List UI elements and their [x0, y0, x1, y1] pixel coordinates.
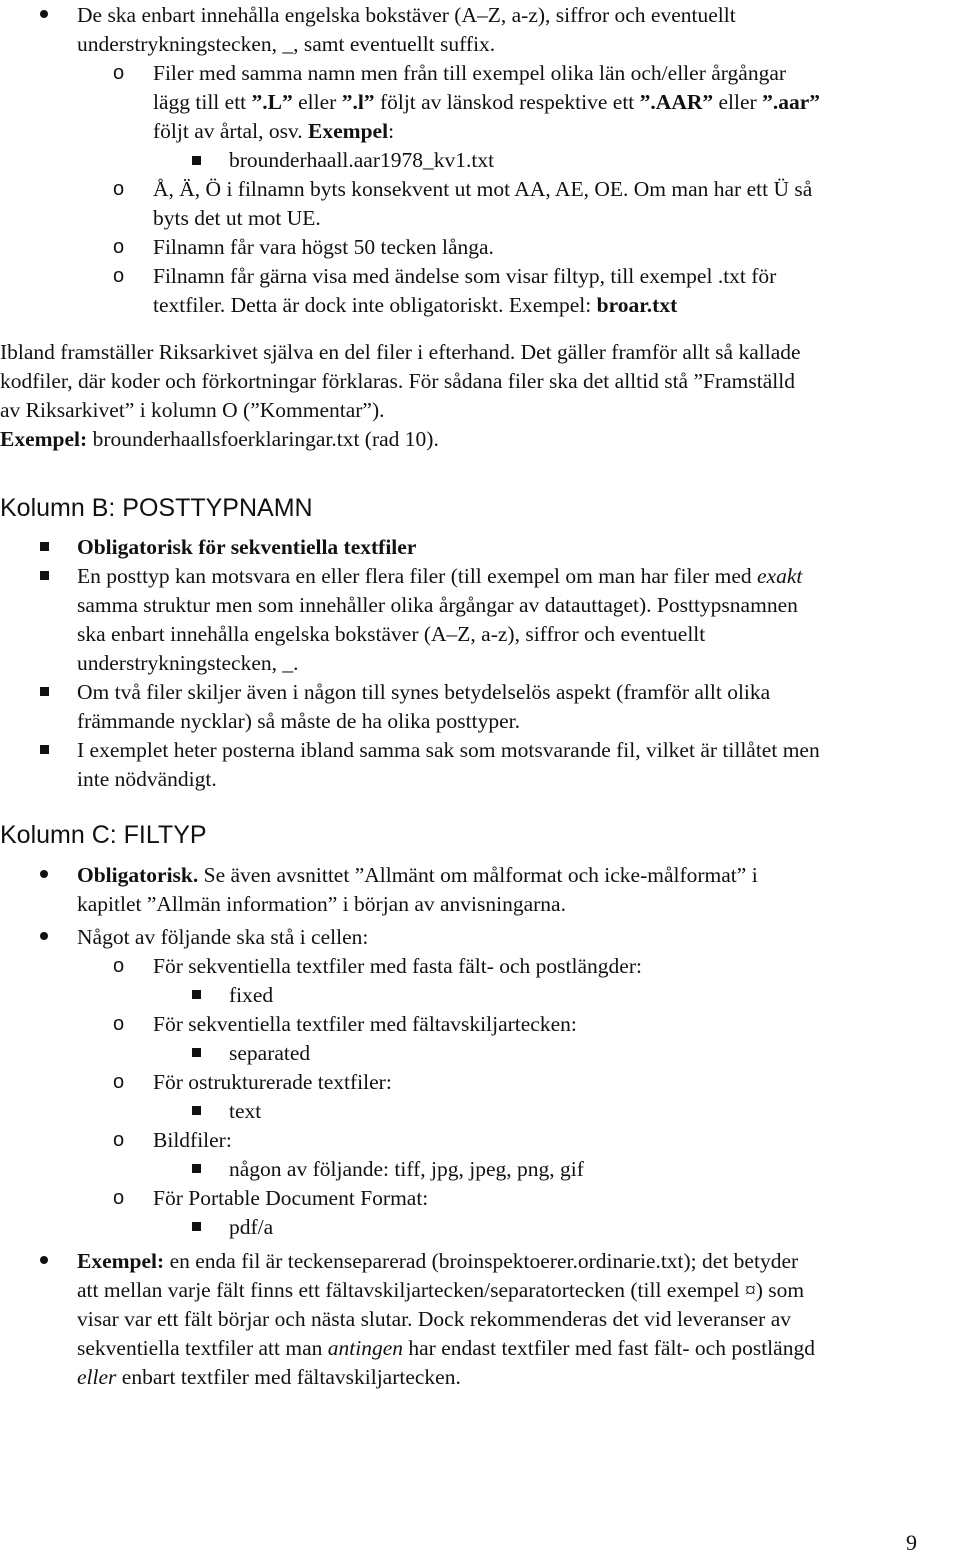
bullet-circle: o	[113, 178, 125, 200]
text-line: Om två filer skiljer även i någon till synes betydelselös aspekt (framför allt olika	[77, 680, 771, 704]
example-label: Exempel:	[0, 427, 88, 451]
text-line: Bildfiler:	[153, 1128, 232, 1152]
text-line: pdf/a	[229, 1215, 274, 1239]
text-span: sekventiella textfiler att man	[77, 1336, 328, 1360]
text-line: Filer med samma namn men från till exempel olika län och/eller årgångar	[153, 61, 787, 85]
text-line: De ska enbart innehålla engelska bokstäver (A–Z, a-z), siffror och eventuellt	[77, 3, 736, 27]
text-line: För sekventiella textfiler med fasta fält- och postlängder:	[153, 954, 642, 978]
text-line	[77, 532, 416, 562]
text-span: följt av årtal, osv.	[153, 119, 309, 143]
bullet-circle: o	[113, 1129, 125, 1151]
bullet-square	[192, 1106, 201, 1115]
bullet-square	[40, 687, 49, 696]
bullet-circle: o	[113, 265, 125, 287]
text-span: en enda fil är teckenseparerad (broinspektoerer.ordinarie.txt); det betyder	[164, 1249, 799, 1273]
text-line: främmande nycklar) så måste de ha olika posttyper.	[77, 709, 520, 733]
bullet-square	[192, 1048, 201, 1057]
text-line: För sekventiella textfiler med fältavskiljartecken:	[153, 1012, 577, 1036]
text-span: textfiler. Detta är dock inte obligatoriskt. Exempel:	[153, 293, 597, 317]
text-line	[0, 424, 439, 454]
text-line	[77, 1246, 798, 1276]
bullet-circle: o	[113, 62, 125, 84]
bullet-square	[192, 156, 201, 165]
text-line: Filnamn får gärna visa med ändelse som visar filtyp, till exempel .txt för	[153, 264, 777, 288]
text-line: kapitlet ”Allmän information” i början av anvisningarna.	[77, 892, 566, 916]
bullet-dot	[40, 870, 48, 878]
text-line: att mellan varje fält finns ett fältavskiljartecken/separatortecken (till exempel ¤) som	[77, 1278, 805, 1302]
text-span: eller	[713, 90, 763, 114]
text-line: text	[229, 1099, 262, 1123]
bullet-circle: o	[113, 1187, 125, 1209]
text-line: separated	[229, 1041, 311, 1065]
bullet-circle: o	[113, 1071, 125, 1093]
bullet-dot	[40, 1256, 48, 1264]
text-line: understrykningstecken, _.	[77, 651, 299, 675]
text-line: Filnamn får vara högst 50 tecken långa.	[153, 235, 494, 259]
section-heading: Kolumn C: FILTYP	[0, 821, 207, 849]
bullet-square	[40, 542, 49, 551]
text-span: :	[388, 119, 395, 143]
text-line: Något av följande ska stå i cellen:	[77, 925, 369, 949]
text-line: ska enbart innehålla engelska bokstäver (A–Z, a-z), siffror och eventuellt	[77, 622, 706, 646]
bullet-dot	[40, 10, 48, 18]
bullet-square	[192, 1164, 201, 1173]
bullet-square	[40, 745, 49, 754]
text-line: Ibland framställer Riksarkivet själva en del filer i efterhand. Det gäller framför allt så kallade	[0, 340, 801, 364]
text-line: byts det ut mot UE.	[153, 206, 321, 230]
text-span: har endast textfiler med fast fält- och postlängd	[403, 1336, 815, 1360]
text-span: brounderhaallsfoerklaringar.txt (rad 10).	[87, 427, 439, 451]
text-span: eller	[292, 90, 342, 114]
text-line: inte nödvändigt.	[77, 767, 217, 791]
page-number: 9	[906, 1530, 917, 1555]
bullet-square	[192, 990, 201, 999]
emphasis: eller	[77, 1365, 117, 1389]
text-line: fixed	[229, 983, 274, 1007]
suffix-code: ”.l”	[341, 90, 375, 114]
text-line: I exemplet heter posterna ibland samma sak som motsvarande fil, vilket är tillåtet men	[77, 738, 820, 762]
text-line	[77, 1333, 815, 1363]
text-line	[153, 116, 394, 146]
text-line: För Portable Document Format:	[153, 1186, 429, 1210]
text-line: någon av följande: tiff, jpg, jpeg, png, gif	[229, 1157, 584, 1181]
text-line: samma struktur men som innehåller olika årgångar av datauttaget). Posttypsnamnen	[77, 593, 798, 617]
text-line: brounderhaall.aar1978_kv1.txt	[229, 148, 495, 172]
example-label: Exempel	[308, 119, 389, 143]
bullet-circle: o	[113, 955, 125, 977]
section-heading: Kolumn B: POSTTYPNAMN	[0, 494, 313, 522]
text-line: av Riksarkivet” i kolumn O (”Kommentar”).	[0, 398, 385, 422]
text-line: kodfiler, där koder och förkortningar förklaras. För sådana filer ska det alltid stå ”Framställd	[0, 369, 795, 393]
text-span: En posttyp kan motsvara en eller flera filer (till exempel om man har filer med	[77, 564, 757, 588]
emphasis: antingen	[327, 1336, 403, 1360]
text-line	[77, 561, 802, 591]
text-line	[153, 87, 820, 117]
bullet-square	[192, 1222, 201, 1231]
text-line: Å, Ä, Ö i filnamn byts konsekvent ut mot AA, AE, OE. Om man har ett Ü så	[153, 177, 813, 201]
text-span: lägg till ett	[153, 90, 252, 114]
text-line	[77, 860, 758, 890]
bullet-square	[40, 571, 49, 580]
text-line	[153, 290, 677, 320]
required-label: Obligatorisk för sekventiella textfiler	[77, 535, 417, 559]
text-line: visar var ett fält börjar och nästa slutar. Dock rekommenderas det vid leveranser av	[77, 1307, 792, 1331]
text-line: understrykningstecken, _, samt eventuellt suffix.	[77, 32, 496, 56]
text-line: För ostrukturerade textfiler:	[153, 1070, 392, 1094]
text-span: enbart textfiler med fältavskiljartecken.	[116, 1365, 461, 1389]
required-label: Obligatorisk.	[77, 863, 199, 887]
suffix-code: ”.aar”	[762, 90, 821, 114]
example-filename: broar.txt	[596, 293, 678, 317]
suffix-code: ”.L”	[251, 90, 293, 114]
bullet-dot	[40, 932, 48, 940]
emphasis: exakt	[757, 564, 803, 588]
bullet-circle: o	[113, 1013, 125, 1035]
text-line	[77, 1362, 461, 1392]
bullet-circle: o	[113, 236, 125, 258]
example-label: Exempel:	[77, 1249, 165, 1273]
suffix-code: ”.AAR”	[639, 90, 714, 114]
text-span: följt av länskod respektive ett	[374, 90, 640, 114]
text-span: Se även avsnittet ”Allmänt om målformat och icke-målformat” i	[198, 863, 758, 887]
